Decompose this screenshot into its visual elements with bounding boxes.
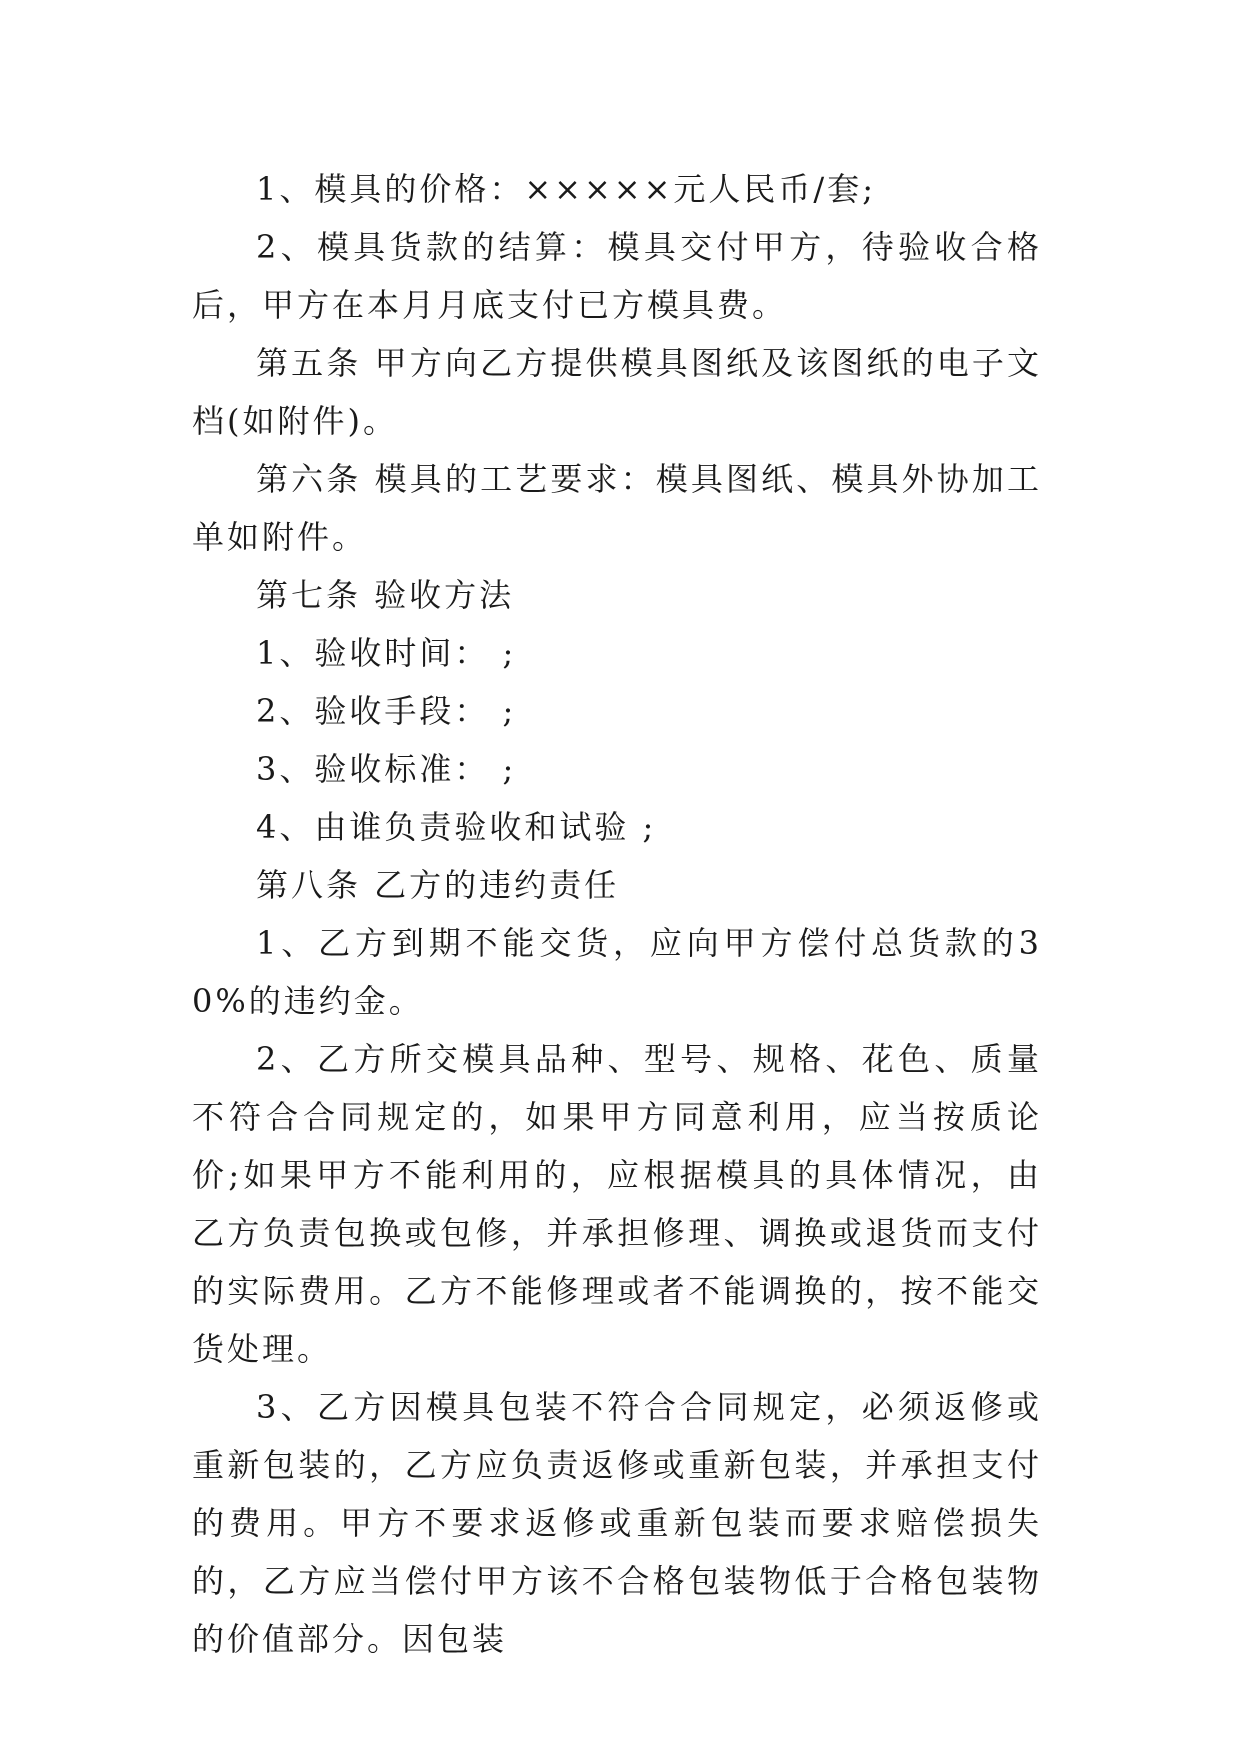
document-body <box>192 160 1042 1668</box>
paragraph-acceptance-time: 1、验收时间： ; <box>256 634 517 672</box>
paragraph-late-delivery: 1、乙方到期不能交货，应向甲方偿付总货款的30%的违约金。 <box>192 924 1042 1020</box>
paragraph-acceptance-standard: 3、验收标准： ; <box>256 750 517 788</box>
paragraph-acceptance-responsible: 4、由谁负责验收和试验 ; <box>256 808 657 846</box>
heading-article-7: 第七条 验收方法 <box>256 576 515 614</box>
paragraph-acceptance-means: 2、验收手段： ; <box>256 692 517 730</box>
heading-article-8: 第八条 乙方的违约责任 <box>256 866 620 904</box>
paragraph-nonconforming-goods: 2、乙方所交模具品种、型号、规格、花色、质量不符合合同规定的，如果甲方同意利用，应当按质论价;如果甲方不能利用的，应根据模具的具体情况，由乙方负责包换或包修，并承担修理、调换或退货而支付的实际费用。乙方不能修理或者不能调换的，按不能交货处理。 <box>192 1040 1042 1368</box>
paragraph-mold-price: 1、模具的价格：×××××元人民币/套; <box>256 170 876 208</box>
paragraph-payment-settlement: 2、模具货款的结算：模具交付甲方，待验收合格后，甲方在本月月底支付已方模具费。 <box>192 228 1042 324</box>
paragraph-article-6: 第六条 模具的工艺要求：模具图纸、模具外协加工单如附件。 <box>192 460 1042 556</box>
paragraph-article-5: 第五条 甲方向乙方提供模具图纸及该图纸的电子文档(如附件)。 <box>192 344 1042 440</box>
paragraph-packaging: 3、乙方因模具包装不符合合同规定，必须返修或重新包装的，乙方应负责返修或重新包装，并承担支付的费用。甲方不要求返修或重新包装而要求赔偿损失的，乙方应当偿付甲方该不合格包装物低于合格包装物的价值部分。因包装 <box>192 1388 1042 1658</box>
